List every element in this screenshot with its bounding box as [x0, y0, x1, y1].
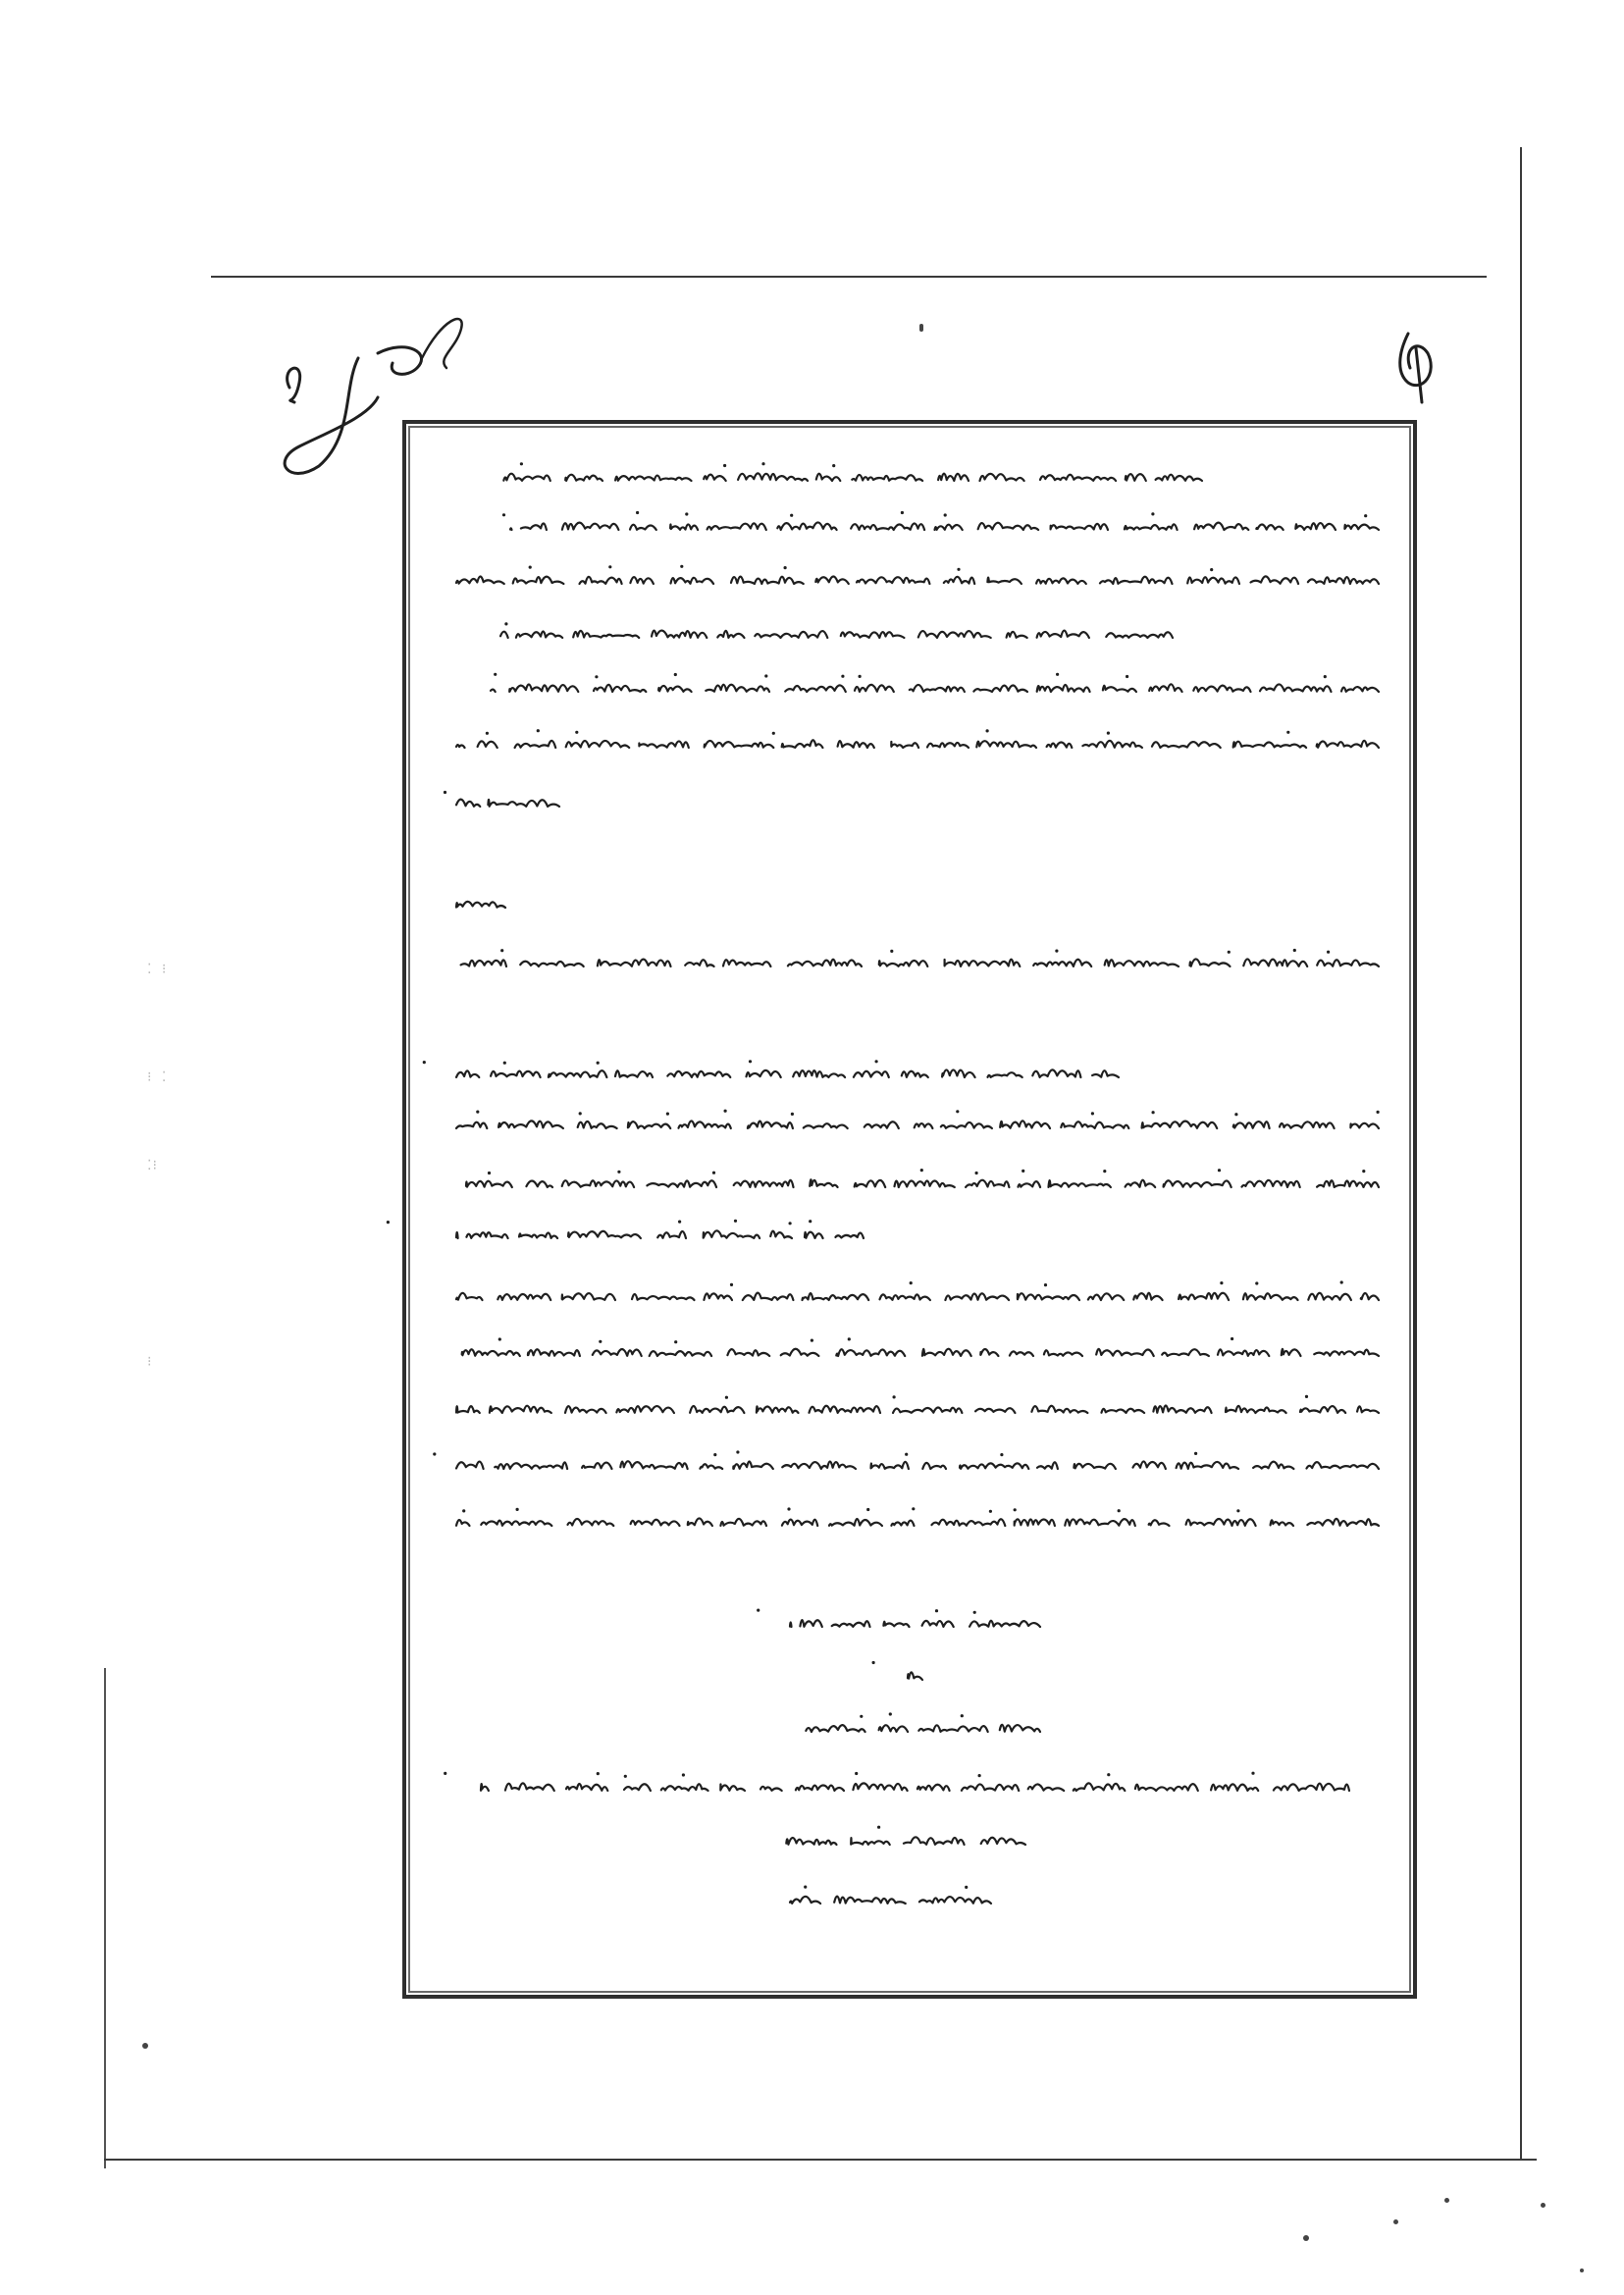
- script-line: [444, 791, 559, 807]
- scan-noise: ⁚⁝: [147, 1158, 158, 1174]
- script-line: [462, 1337, 1379, 1356]
- ink-speck: [1393, 2219, 1398, 2224]
- script-line: [456, 1507, 1379, 1526]
- ink-speck: [1303, 2235, 1309, 2241]
- signature-block-line: [790, 1886, 991, 1904]
- script-line: [503, 462, 1202, 481]
- script-line: [456, 1280, 1379, 1300]
- script-line: [456, 1110, 1380, 1128]
- script-line: [456, 729, 1379, 748]
- scan-noise: ⁚ ⁝: [147, 962, 168, 977]
- ink-speck: [142, 2043, 148, 2049]
- script-line: [433, 1450, 1379, 1469]
- script-line: [491, 673, 1379, 692]
- signature-block-line: [806, 1712, 1040, 1732]
- script-line: [466, 1169, 1379, 1187]
- signature-block-line: [872, 1661, 923, 1680]
- script-line: [461, 949, 1379, 966]
- script-line: [387, 1220, 864, 1238]
- script-line: [423, 1060, 1119, 1077]
- script-line: [500, 622, 1173, 638]
- signature-block-line: [444, 1772, 1349, 1791]
- script-line: [456, 902, 505, 908]
- script-line: [456, 565, 1379, 584]
- ink-speck: [1580, 2269, 1584, 2272]
- scan-noise: ⁝ ⁚: [147, 1069, 168, 1085]
- signature-block-line: [786, 1826, 1025, 1845]
- script-line: [502, 511, 1379, 530]
- script-line: [456, 1395, 1379, 1413]
- signature-block-line: [757, 1609, 1040, 1628]
- scan-noise: ⁝: [147, 1354, 153, 1370]
- ink-speck: [1541, 2203, 1545, 2208]
- ink-speck: [1444, 2198, 1449, 2203]
